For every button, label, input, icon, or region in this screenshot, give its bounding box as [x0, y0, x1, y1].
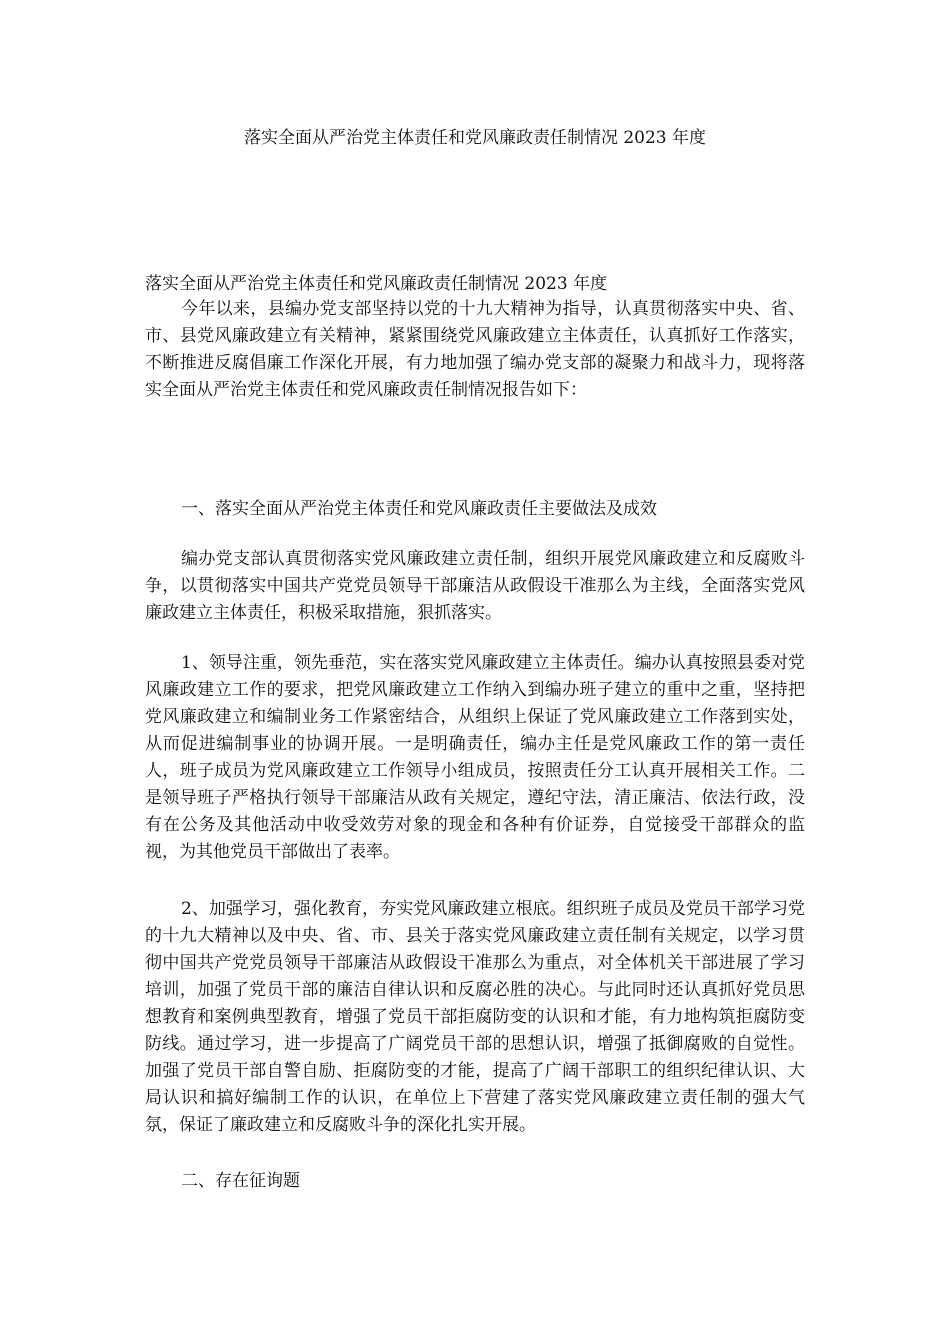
- document-title: 落实全面从严治党主体责任和党风廉政责任制情况 2023 年度: [243, 128, 707, 148]
- section-2-heading: 二、存在征询题: [181, 1171, 300, 1191]
- intro-paragraph: 今年以来，县编办党支部坚持以党的十九大精神为指导，认真贯彻落实中央、省、市、县党风廉政建立有关精神，紧紧围绕党风廉政建立主体责任，认真抓好工作落实，不断推进反腐倡廉工作深化开展，有力地加强了编办党支部的凝聚力和战斗力，现将落实全面从严治党主体责任和党风廉政责任制情况报告如下：: [145, 299, 805, 400]
- document-subtitle: 落实全面从严治党主体责任和党风廉政责任制情况 2023 年度: [145, 274, 608, 294]
- item-1-paragraph: 1、领导注重，领先垂范，实在落实党风廉政建立主体责任。编办认真按照县委对党风廉政建立工作的要求，把党风廉政建立工作纳入到编办班子建立的重中之重，坚持把党风廉政建立和编制业务工作紧密结合，从组织上保证了党风廉政建立工作落到实处，从而促进编制事业的协调开展。一是明确责任，编办主任是党风廉政工作的第一责任人，班子成员为党风廉政建立工作领导小组成员，按照责任分工认真开展相关工作。二是领导班子严格执行领导干部廉洁从政有关规定，遵纪守法，清正廉洁、依法行政，没有在公务及其他活动中收受效劳对象的现金和各种有价证券，自觉接受干部群众的监视，为其他党员干部做出了表率。: [145, 653, 805, 862]
- section-1-heading: 一、落实全面从严治党主体责任和党风廉政责任主要做法及成效: [181, 499, 657, 519]
- section-1-paragraph: 编办党支部认真贯彻落实党风廉政建立责任制，组织开展党风廉政建立和反腐败斗争，以贯彻落实中国共产党党员领导干部廉洁从政假设干准那么为主线，全面落实党风廉政建立主体责任，积极采取措施，狠抓落实。: [145, 549, 805, 623]
- item-2-paragraph: 2、加强学习，强化教育，夯实党风廉政建立根底。组织班子成员及党员干部学习党的十九大精神以及中央、省、市、县关于落实党风廉政建立责任制有关规定，以学习贯彻中国共产党党员领导干部廉洁从政假设干准那么为重点，对全体机关干部进展了学习培训，加强了党员干部的廉洁自律认识和反腐必胜的决心。与此同时还认真抓好党员思想教育和案例典型教育，增强了党员干部拒腐防变的认识和才能，有力地构筑拒腐防变防线。通过学习，进一步提高了广阔党员干部的思想认识，增强了抵御腐败的自觉性。加强了党员干部自警自励、拒腐防变的才能，提高了广阔干部职工的组织纪律认识、大局认识和搞好编制工作的认识，在单位上下营建了落实党风廉政建立责任制的强大气氛，保证了廉政建立和反腐败斗争的深化扎实开展。: [145, 899, 805, 1135]
